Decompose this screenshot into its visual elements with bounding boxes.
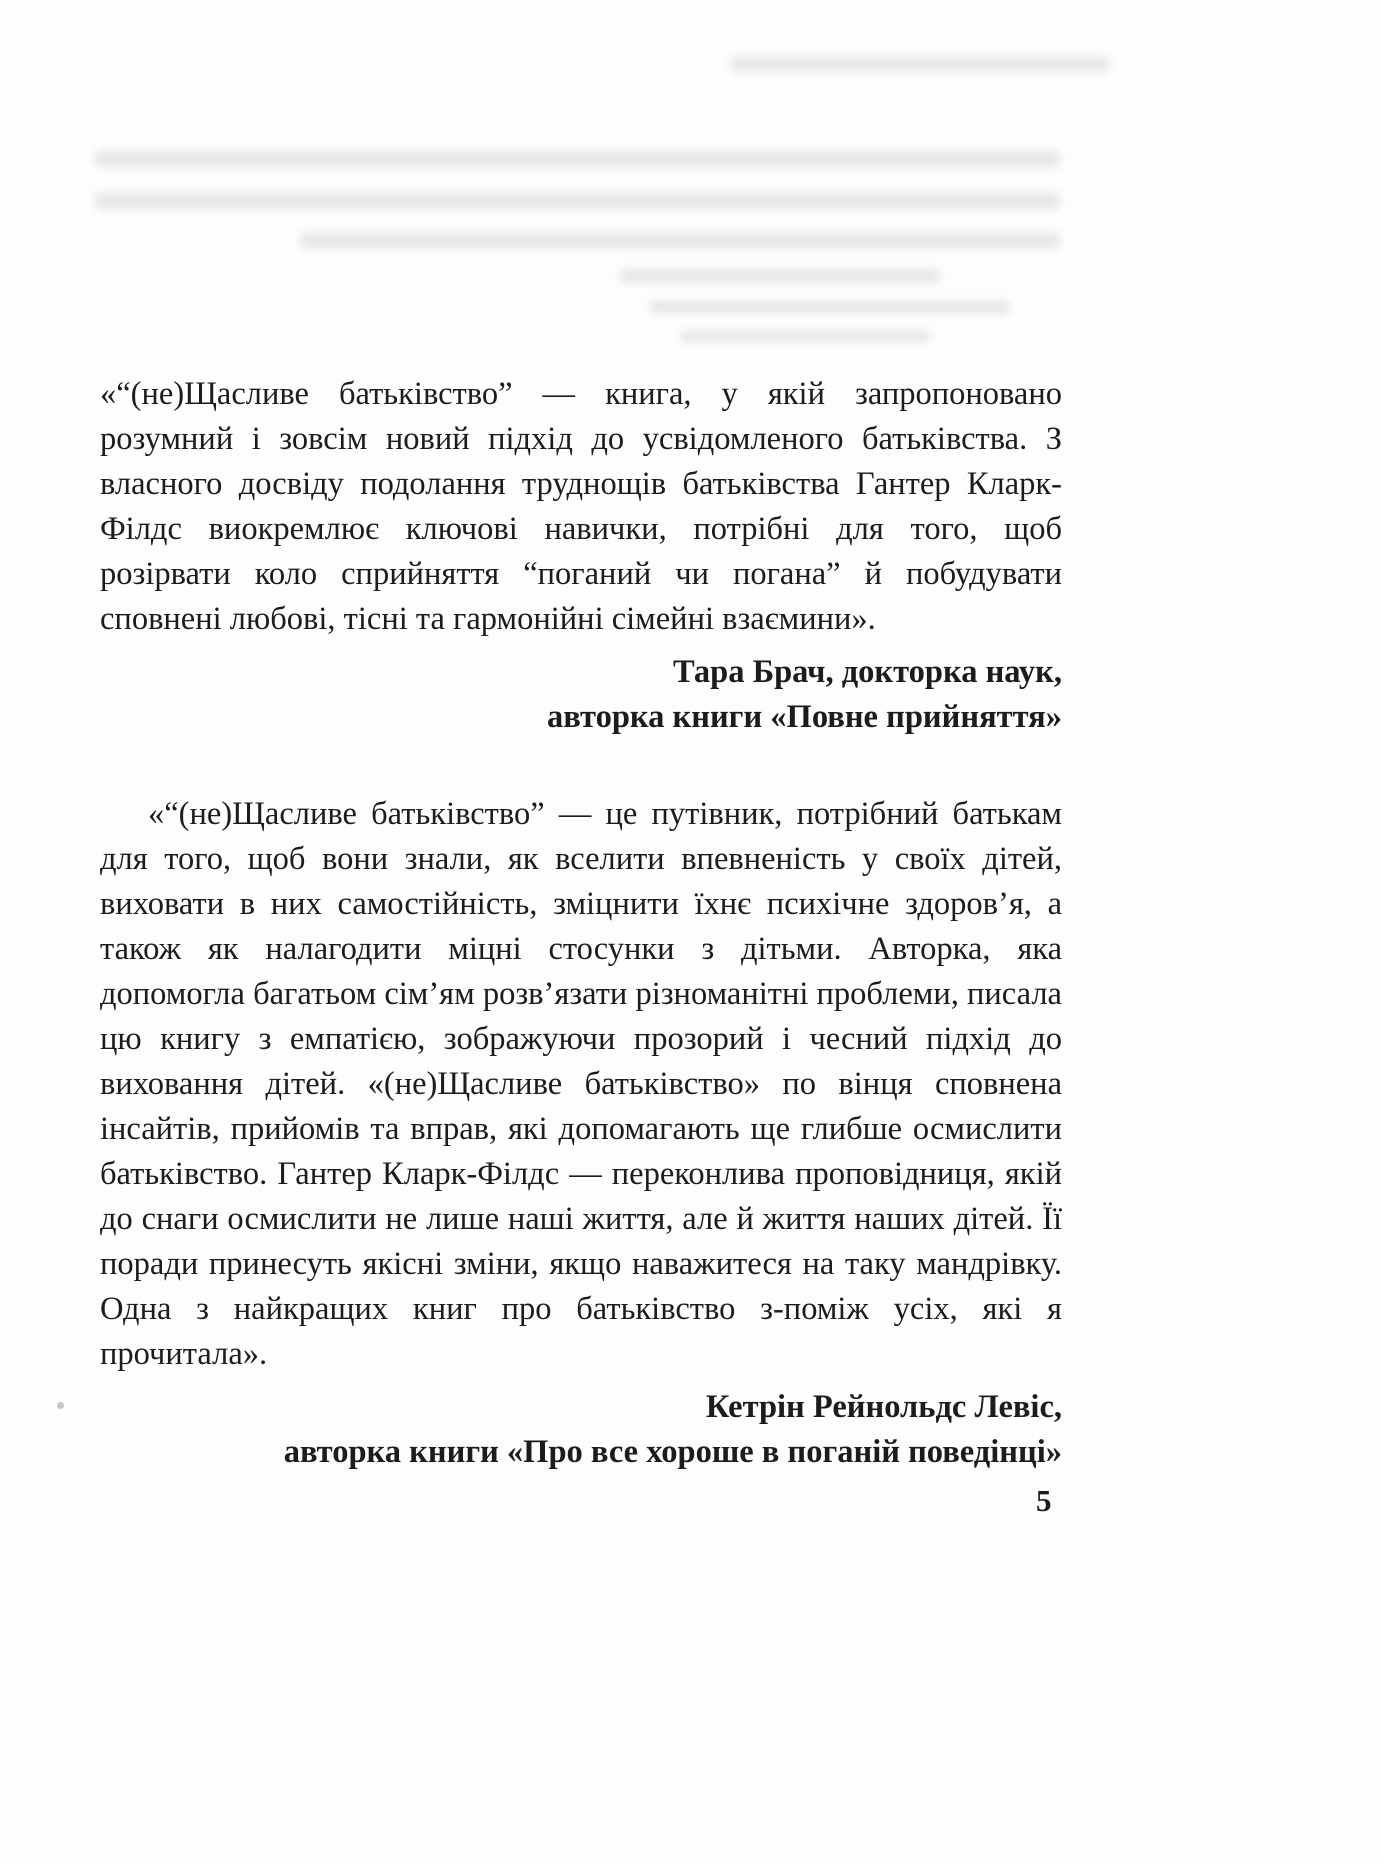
quote-attribution-1	[100, 650, 1062, 740]
bleedthrough-line	[730, 56, 1110, 72]
bleedthrough-line	[620, 268, 940, 283]
endorsement-quote-1: «“(не)Щасливе батьківство” — книга, у якій запропоновано розумний і зовсім новий підхід до усвідомленого батьківства. З власного досвіду подолання труднощів батьківства Гантер Кларк-Філдс виокремлює ключові навички, потрібні для того, щоб розірвати коло сприйняття “поганий чи погана” й побудувати сповнені любові, тісні та гармонійні сімейні взаємини».	[100, 376, 1062, 637]
bleedthrough-line	[95, 192, 1060, 210]
bleedthrough-line	[680, 330, 930, 343]
page-number: 5	[1036, 1483, 1052, 1518]
attribution-book: авторка книги «Про все хороше в поганій поведінці»	[283, 1434, 1062, 1470]
quote-attribution-2	[100, 1385, 1062, 1475]
scan-artifact-dot	[57, 1402, 64, 1409]
attribution-name: Тара Брач, докторка наук,	[673, 654, 1062, 690]
attribution-name: Кетрін Рейнольдс Левіс,	[705, 1389, 1062, 1425]
bleedthrough-line	[650, 300, 1010, 314]
endorsement-quote-2: «“(не)Щасливе батьківство” — це путівник, потрібний батькам для того, щоб вони знали, як вселити впевненість у своїх дітей, виховати в них самостійність, зміцнити їхнє психічне здоров’я, а також як налагодити міцні стосунки з дітьми. Авторка, яка допомогла багатьом сім’ям розв’язати різноманітні проблеми, писала цю книгу з емпатією, зображуючи прозорий і чесний підхід до виховання дітей. «(не)Щасливе батьківство» по вінця сповнена інсайтів, прийомів та вправ, які допомагають ще глибше осмислити батьківство. Гантер Кларк-Філдс — переконлива проповідниця, якій до снаги осмислити не лише наші життя, але й життя наших дітей. Її поради принесуть якісні зміни, якщо наважитеся на таку мандрівку. Одна з найкращих книг про батьківство з-поміж усіх, які я прочитала».	[100, 796, 1062, 1372]
bleedthrough-line	[300, 232, 1060, 249]
attribution-book: авторка книги «Повне прийняття»	[547, 699, 1062, 735]
page-content	[100, 372, 1062, 1475]
bleedthrough-line	[95, 150, 1060, 168]
